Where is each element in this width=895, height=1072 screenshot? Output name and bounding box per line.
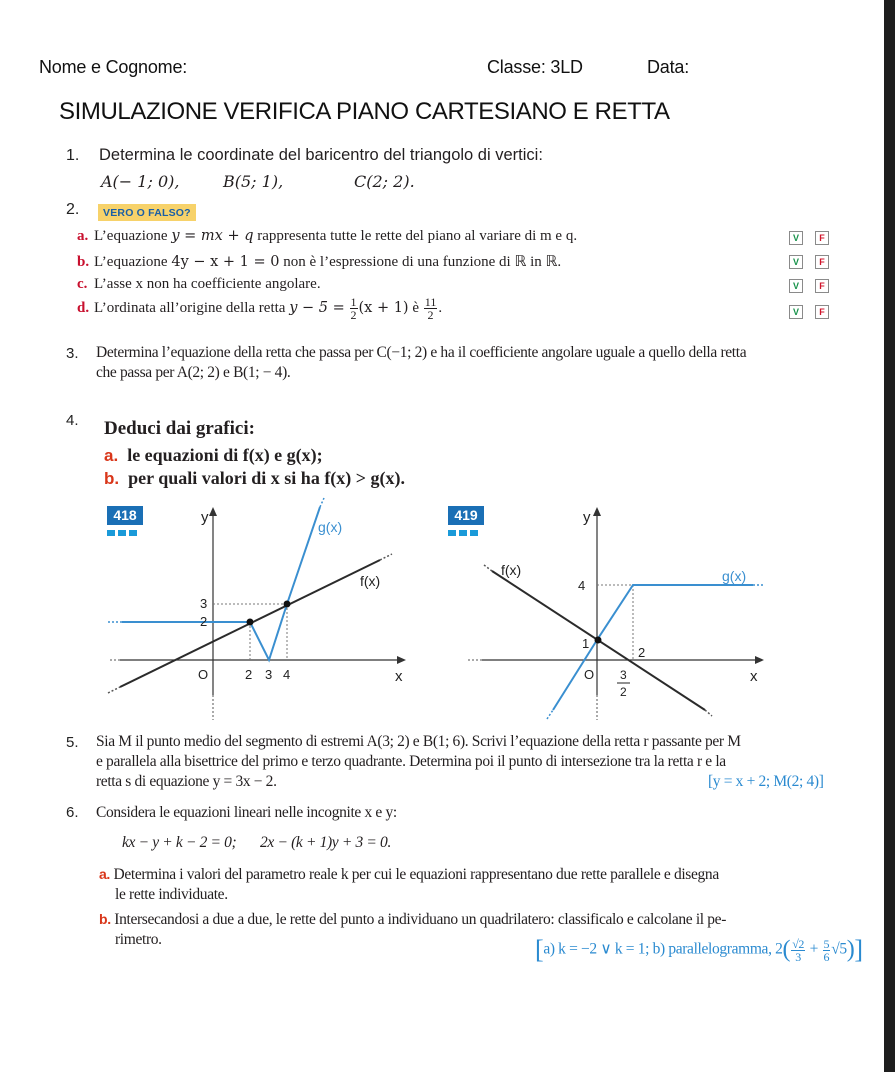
question-text: Determina le coordinate del baricentro del triangolo di vertici:	[99, 146, 543, 164]
exercise-number-badge: 418	[107, 506, 143, 525]
item-text: è	[408, 299, 423, 316]
question-number: 6.	[66, 804, 79, 821]
question-number: 2.	[66, 201, 80, 218]
svg-text:3: 3	[265, 667, 273, 682]
item-text: L’equazione	[94, 254, 172, 270]
q6-item-a-line2: le rette individuate.	[115, 886, 228, 903]
numerator: 11	[424, 295, 437, 309]
item-math: y − 5 =	[289, 299, 345, 316]
item-text: L’ordinata all’origine della retta	[94, 299, 290, 316]
question-text-line2: che passa per A(2; 2) e B(1; − 4).	[96, 364, 291, 381]
svg-text:4: 4	[283, 667, 291, 682]
denominator: 2	[350, 308, 357, 322]
svg-text:g(x): g(x)	[722, 568, 747, 584]
true-checkbox-d[interactable]: V	[789, 305, 803, 319]
denominator: 6	[823, 949, 830, 964]
item-text: L’equazione	[94, 228, 172, 244]
svg-text:2: 2	[638, 645, 646, 660]
svg-text:y: y	[201, 509, 209, 526]
svg-text:2: 2	[200, 614, 208, 629]
q4-item-a	[104, 445, 323, 466]
true-false-badge: VERO O FALSO?	[98, 204, 196, 221]
item-math: (x + 1)	[358, 299, 409, 316]
svg-text:O: O	[584, 667, 595, 682]
svg-text:2: 2	[620, 685, 627, 699]
item-text: rappresenta tutte le rette del piano al variare di m e q.	[253, 228, 578, 244]
svg-text:x: x	[395, 668, 403, 685]
item-text: .	[438, 299, 443, 316]
q6-item-b	[99, 911, 726, 929]
answer: [a) k = −2 ∨ k = 1; b) parallelogramma, 2( $\frac{√2}{3}$ + $\frac{5}{6}$ √5)]	[535, 935, 863, 964]
question-text-line2: e parallela alla bisettrice del primo e terzo quadrante. Determina poi il punto di intersezione tra la retta r e la	[96, 753, 726, 770]
q6-item-b-line2: rimetro.	[115, 931, 162, 948]
false-checkbox-d[interactable]: F	[815, 305, 829, 319]
item-text: L’asse x non ha coefficiente angolare.	[94, 276, 321, 292]
svg-text:y: y	[583, 509, 591, 526]
point-b: B(5; 1),	[223, 172, 284, 191]
item-text: Intersecandosi a due a due, le rette del punto a individuano un quadrilatero: classificalo e calcolane il pe-	[114, 911, 727, 928]
item-letter: a.	[77, 228, 89, 244]
svg-text:3: 3	[200, 596, 208, 611]
question-number: 1.	[66, 147, 80, 164]
item-text: Determina i valori del parametro reale k per cui le equazioni rappresentano due rette parallele e disegna	[113, 866, 719, 883]
exercise-number-badge: 419	[448, 506, 484, 525]
item-letter: b.	[77, 254, 90, 270]
svg-text:f(x): f(x)	[501, 562, 522, 578]
item-letter: a.	[104, 446, 119, 465]
item-letter: b.	[99, 911, 111, 927]
false-checkbox-c[interactable]: F	[815, 279, 829, 293]
numerator: 1	[350, 295, 357, 309]
item-letter: b.	[104, 469, 120, 488]
item-text: non è l’espressione di una funzione di ℝ in ℝ.	[279, 254, 562, 270]
denominator: 3	[795, 949, 801, 964]
sqrt-value: √5	[831, 940, 847, 958]
graph-418-plot	[90, 495, 420, 725]
date-label: Data:	[647, 57, 690, 77]
class-label: Classe: 3LD	[487, 57, 583, 77]
tf-item-a	[77, 228, 577, 245]
question-number: 4.	[66, 412, 79, 429]
svg-text:4: 4	[578, 578, 586, 593]
question-text-line3: retta s di equazione y = 3x − 2.	[96, 773, 277, 790]
question-number: 5.	[66, 734, 79, 751]
item-math: y = mx + q	[171, 228, 254, 244]
q6-item-a	[99, 866, 719, 884]
denominator: 2	[427, 308, 434, 322]
graph-419-plot	[420, 495, 790, 725]
tf-item-d	[77, 296, 442, 321]
false-checkbox-a[interactable]: F	[815, 231, 829, 245]
plus-sign: +	[809, 940, 819, 958]
equation-1: kx − y + k − 2 = 0;	[122, 834, 237, 851]
svg-text:x: x	[750, 668, 758, 685]
true-checkbox-a[interactable]: V	[789, 231, 803, 245]
point-c: C(2; 2).	[354, 172, 415, 191]
name-label: Nome e Cognome:	[39, 57, 188, 77]
question-text-line1: Determina l’equazione della retta che passa per C(−1; 2) e ha il coefficiente angolare uguale a quello della retta	[96, 344, 747, 361]
svg-text:1: 1	[582, 636, 590, 651]
question-text-line1: Sia M il punto medio del segmento di estremi A(3; 2) e B(1; 6). Scrivi l’equazione della retta r passante per M	[96, 733, 741, 750]
numerator: √2	[792, 936, 805, 951]
true-checkbox-b[interactable]: V	[789, 255, 803, 269]
svg-text:3: 3	[620, 668, 627, 682]
q4-item-b	[104, 468, 405, 489]
point-a: A(− 1; 0),	[101, 172, 180, 191]
window-edge-bar	[884, 0, 895, 1072]
fraction	[791, 938, 805, 963]
numerator: 5	[823, 936, 830, 951]
tf-item-b	[77, 252, 561, 271]
answer: [y = x + 2; M(2; 4)]	[708, 773, 824, 790]
item-math: 4y − x + 1 = 0	[171, 254, 280, 270]
item-letter: c.	[77, 276, 88, 292]
item-text: per quali valori di x si ha f(x) > g(x).	[128, 468, 406, 488]
tf-item-c	[77, 276, 321, 293]
question-heading: Deduci dai grafici:	[104, 418, 255, 439]
equation-2: 2x − (k + 1)y + 3 = 0.	[260, 834, 391, 851]
item-letter: a.	[99, 866, 110, 882]
true-checkbox-c[interactable]: V	[789, 279, 803, 293]
svg-text:2: 2	[245, 667, 253, 682]
answer-text: a) k = −2 ∨ k = 1; b) parallelogramma, 2	[543, 940, 783, 958]
fraction	[424, 296, 438, 321]
item-letter: d.	[77, 299, 90, 316]
item-text: le equazioni di f(x) e g(x);	[127, 445, 323, 465]
svg-text:f(x): f(x)	[360, 573, 381, 589]
fraction	[823, 938, 831, 963]
false-checkbox-b[interactable]: F	[815, 255, 829, 269]
question-number: 3.	[66, 345, 79, 362]
svg-text:g(x): g(x)	[318, 519, 343, 535]
page-title: SIMULAZIONE VERIFICA PIANO CARTESIANO E RETTA	[59, 98, 670, 125]
fraction	[350, 296, 358, 321]
question-intro: Considera le equazioni lineari nelle incognite x e y:	[96, 804, 397, 821]
svg-text:O: O	[198, 667, 209, 682]
